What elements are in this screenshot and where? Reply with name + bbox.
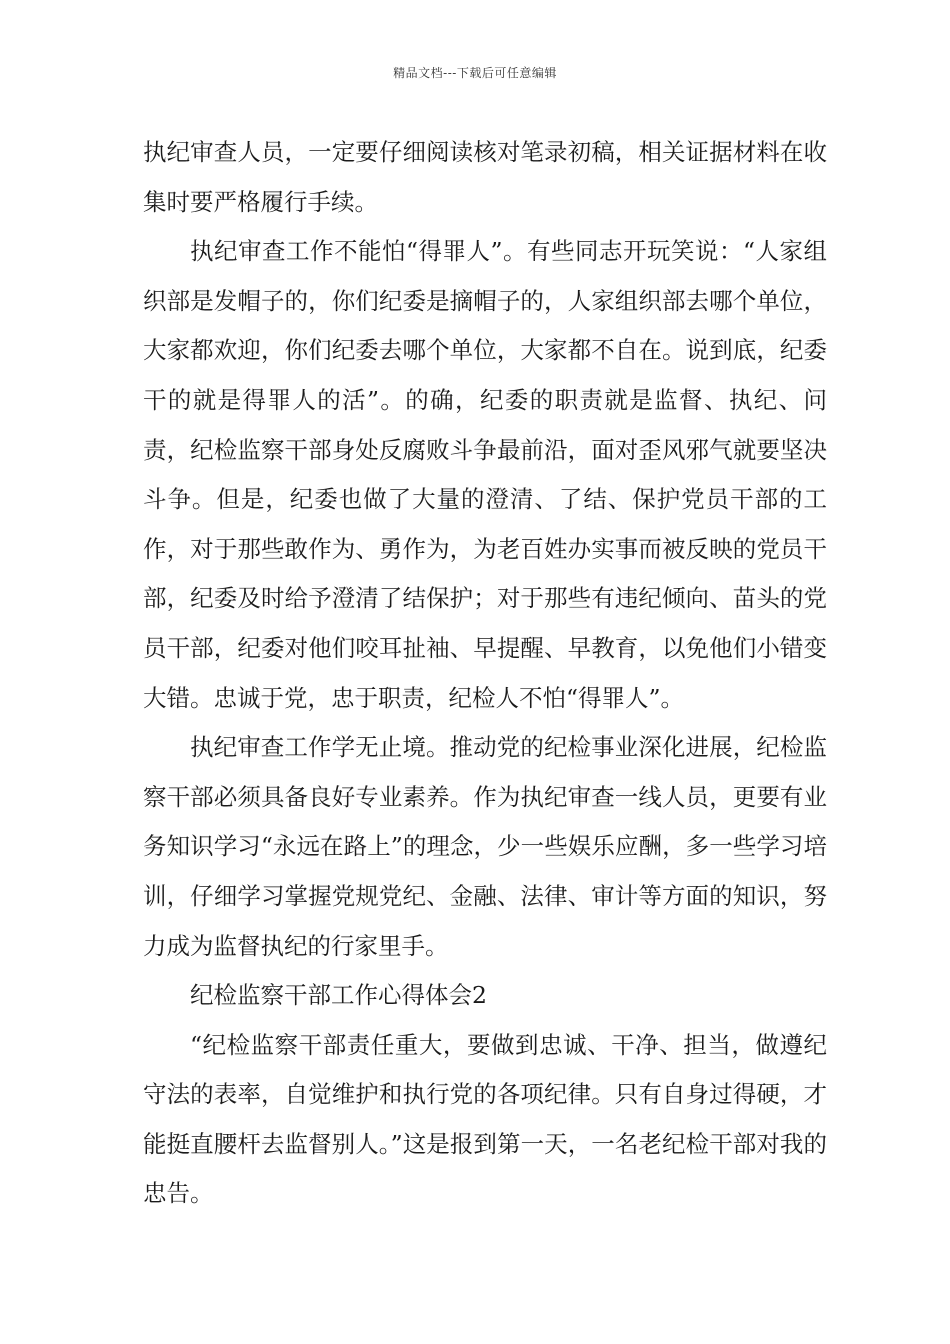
document-body [143,128,827,1219]
page-header: 精品文档---下载后可任意编辑 [393,66,557,80]
section-heading: 纪检监察干部工作心得体会2 [190,981,487,1010]
paragraph-veteran-advice: “纪检监察干部责任重大，要做到忠诚、干净、担当，做遵纪守法的表率，自觉维护和执行党的各项纪律。只有自身过得硬，才能挺直腰杆去监督别人。”这是报到第一天，一名老纪检干部对我的忠告。 [143,1030,827,1208]
paragraph-offending-people: 执纪审查工作不能怕“得罪人”。有些同志开玩笑说：“人家组织部是发帽子的，你们纪委是摘帽子的，人家组织部去哪个单位，大家都欢迎，你们纪委去哪个单位，大家都不自在。说到底，纪委干的就是得罪人的活”。的确，纪委的职责就是监督、执纪、问责，纪检监察干部身处反腐败斗争最前沿，面对歪风邪气就要坚决斗争。但是，纪委也做了大量的澄清、了结、保护党员干部的工作，对于那些敢作为、勇作为，为老百姓办实事而被反映的党员干部，纪委及时给予澄清了结保护；对于那些有违纪倾向、苗头的党员干部，纪委对他们咬耳扯袖、早提醒、早教育，以免他们小错变大错。忠诚于党，忠于职责，纪检人不怕“得罪人”。 [143,237,827,712]
paragraph-endless-learning: 执纪审查工作学无止境。推动党的纪检事业深化进展，纪检监察干部必须具备良好专业素养。作为执纪审查一线人员，更要有业务知识学习“永远在路上”的理念，少一些娱乐应酬，多一些学习培训，仔细学习掌握党规党纪、金融、法律、审计等方面的知识，努力成为监督执纪的行家里手。 [143,733,827,960]
paragraph-continuation: 执纪审查人员，一定要仔细阅读核对笔录初稿，相关证据材料在收集时要严格履行手续。 [143,138,827,216]
